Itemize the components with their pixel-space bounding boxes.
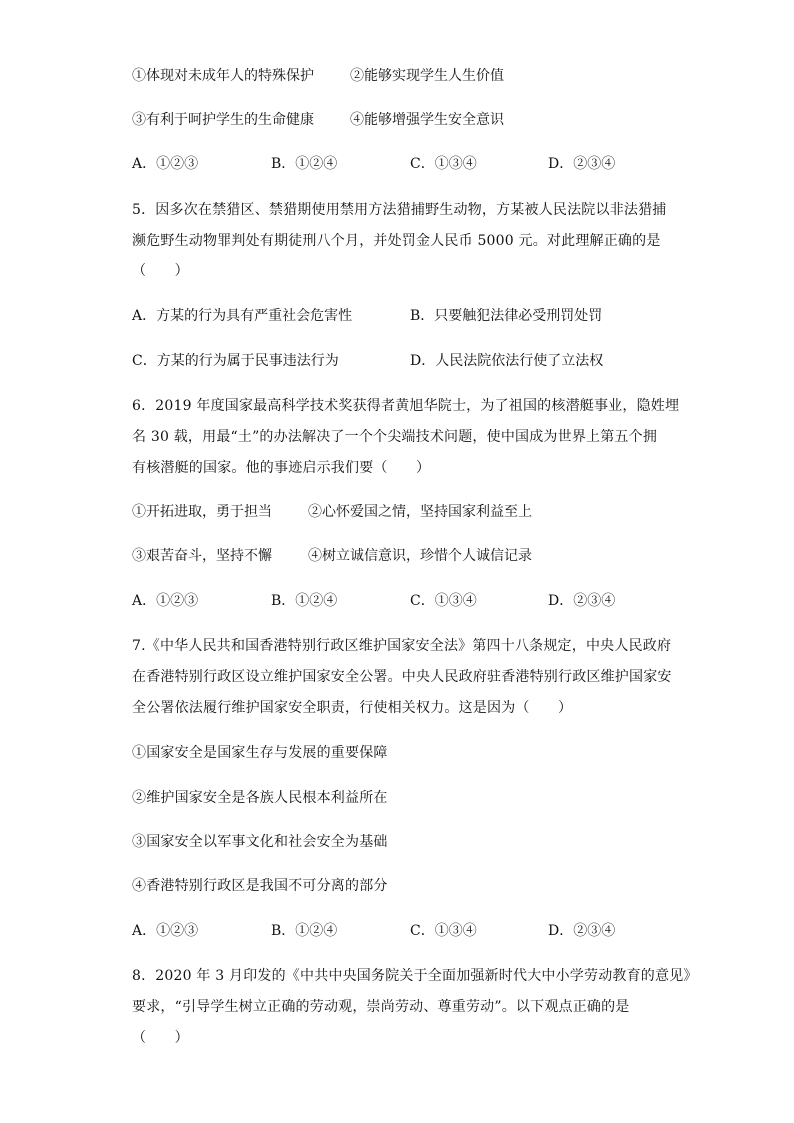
q7-option-b: B．①②④: [271, 923, 338, 939]
q6-option-d: D．②③④: [548, 593, 616, 609]
q5-option-c: C．方某的行为属于民事违法行为: [132, 353, 339, 369]
q7-statement-2: ②维护国家安全是各族人民根本利益所在: [132, 790, 388, 806]
q6-option-b: B．①②④: [271, 593, 338, 609]
q6-statement-1: ①开拓进取，勇于担当: [132, 504, 272, 520]
q6-statement-4: ④树立诚信意识，珍惜个人诚信记录: [308, 548, 532, 564]
q8-stem-line-2: 要求，“引导学生树立正确的劳动观，崇尚劳动、尊重劳动”。以下观点正确的是: [132, 999, 630, 1015]
q5-stem-line-1: 5．因多次在禁猎区、禁猎期使用禁用方法猎捕野生动物，方某被人民法院以非法猎捕: [132, 202, 667, 218]
q4-option-b: B．①②④: [271, 156, 338, 172]
q4-statement-4: ④能够增强学生安全意识: [350, 112, 504, 128]
q6-statement-2: ②心怀爱国之情，坚持国家利益至上: [308, 504, 532, 520]
q6-stem-line-2: 名 30 载，用最“土”的办法解决了一个个尖端技术问题，使中国成为世界上第五个拥: [132, 429, 658, 445]
q5-option-a: A．方某的行为具有严重社会危害性: [132, 308, 353, 324]
q5-option-b: B．只要触犯法律必受刑罚处罚: [410, 308, 603, 324]
q7-option-c: C．①③④: [410, 923, 477, 939]
q6-option-c: C．①③④: [410, 593, 477, 609]
q5-option-d: D．人民法院依法行使了立法权: [410, 353, 604, 369]
q6-stem-line-3: 有核潜艇的国家。他的事迹启示我们要（ ）: [132, 460, 431, 476]
q4-statement-2: ②能够实现学生人生价值: [350, 68, 504, 84]
q5-stem-line-2: 濒危野生动物罪判处有期徒刑八个月，并处罚金人民币 5000 元。对此理解正确的是: [132, 233, 661, 249]
q4-statement-1: ①体现对未成年人的特殊保护: [132, 68, 314, 84]
q7-option-d: D．②③④: [548, 923, 616, 939]
q7-statement-1: ①国家安全是国家生存与发展的重要保障: [132, 745, 388, 761]
q7-option-a: A．①②③: [132, 923, 199, 939]
q8-answer-blank: （ ）: [132, 1030, 189, 1046]
q7-stem-line-3: 全公署依法履行维护国家安全职责，行使相关权力。这是因为（ ）: [132, 700, 573, 716]
q6-statement-3: ③艰苦奋斗，坚持不懈: [132, 548, 272, 564]
q4-option-d: D．②③④: [548, 156, 616, 172]
q6-option-a: A．①②③: [132, 593, 199, 609]
q7-stem-line-1: 7.《中华人民共和国香港特别行政区维护国家安全法》第四十八条规定，中央人民政府: [132, 638, 672, 654]
q5-answer-blank: （ ）: [132, 263, 189, 279]
q7-stem-line-2: 在香港特别行政区设立维护国家安全公署。中央人民政府驻香港特别行政区维护国家安: [132, 669, 672, 685]
q8-stem-line-1: 8．2020 年 3 月印发的《中共中央国务院关于全面加强新时代大中小学劳动教育的意见》: [132, 968, 698, 984]
q4-option-c: C．①③④: [410, 156, 477, 172]
q4-statement-3: ③有利于呵护学生的生命健康: [132, 112, 314, 128]
q6-stem-line-1: 6．2019 年度国家最高科学技术奖获得者黄旭华院士，为了祖国的核潜艇事业，隐姓埋: [132, 398, 680, 414]
q7-statement-3: ③国家安全以军事文化和社会安全为基础: [132, 834, 388, 850]
q7-statement-4: ④香港特别行政区是我国不可分离的部分: [132, 878, 388, 894]
q4-option-a: A．①②③: [132, 156, 199, 172]
